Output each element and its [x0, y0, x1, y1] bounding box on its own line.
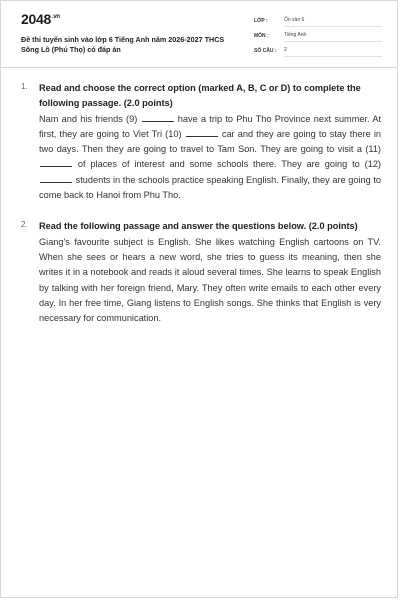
site-logo[interactable]: [21, 11, 60, 27]
passage-text: Nam and his friends (9): [39, 113, 141, 124]
meta-value: Ôn vào 6: [284, 17, 382, 27]
exam-title: Đề thi tuyển sinh vào lớp 6 Tiếng Anh năm 2026-2027 THCS Sông Lô (Phú Thọ) có đáp án: [21, 35, 225, 54]
question-prompt: Read the following passage and answer the questions below. (2.0 points): [39, 221, 358, 232]
passage-text: of places of interest and some schools there. They are going to (12): [73, 159, 381, 170]
passage-text: car and they are going to stay there in two days. Then they are going to travel to Tam Son. They are going to visit a (11): [39, 128, 381, 155]
question-2: [21, 219, 381, 326]
meta-label: MÔN :: [254, 33, 269, 39]
logo-tld: .vn: [51, 14, 60, 20]
question-number: 2.: [21, 220, 28, 230]
exam-meta: [254, 15, 382, 60]
meta-row-question-count: [254, 45, 382, 60]
meta-value: Tiếng Anh: [284, 32, 382, 42]
passage-text: students in the schools practice speaking English. Finally, they are going to come back to Hanoi from Phu Tho.: [39, 174, 381, 201]
logo-text: 2048: [21, 11, 51, 27]
question-passage: [39, 235, 381, 327]
answer-blank-12: [40, 174, 72, 183]
passage-text: Giang's favourite subject is English. She likes watching English cartoons on TV. When she sees or hears a new word, she tries to guess its meaning, then she writes it in a notebook and reads it aloud several times. She learns to speak English by talking with her foreign friend, Mary. They often write emails to each other every day. In her free time, Giang listens to English songs. She thinks that English is very necessary for communication.: [39, 236, 381, 324]
question-prompt: Read and choose the correct option (marked A, B, C or D) to complete the following passage. (2.0 points): [39, 83, 361, 109]
question-list: [21, 81, 381, 326]
page-header: [1, 1, 397, 68]
meta-label: LỚP :: [254, 18, 268, 24]
meta-row-class: [254, 15, 382, 30]
question-1: [21, 81, 381, 203]
question-passage: [39, 112, 381, 204]
meta-row-subject: [254, 30, 382, 45]
answer-blank-10: [186, 128, 218, 137]
meta-value: 2: [284, 47, 382, 57]
answer-blank-11: [40, 158, 72, 167]
question-number: 1.: [21, 82, 28, 91]
meta-label: SỐ CÂU :: [254, 48, 277, 54]
passage-text: have a trip to Phu Tho Province next summer. At first, they are going to Viet Tri (10): [39, 113, 381, 139]
answer-blank-9: [142, 113, 174, 122]
